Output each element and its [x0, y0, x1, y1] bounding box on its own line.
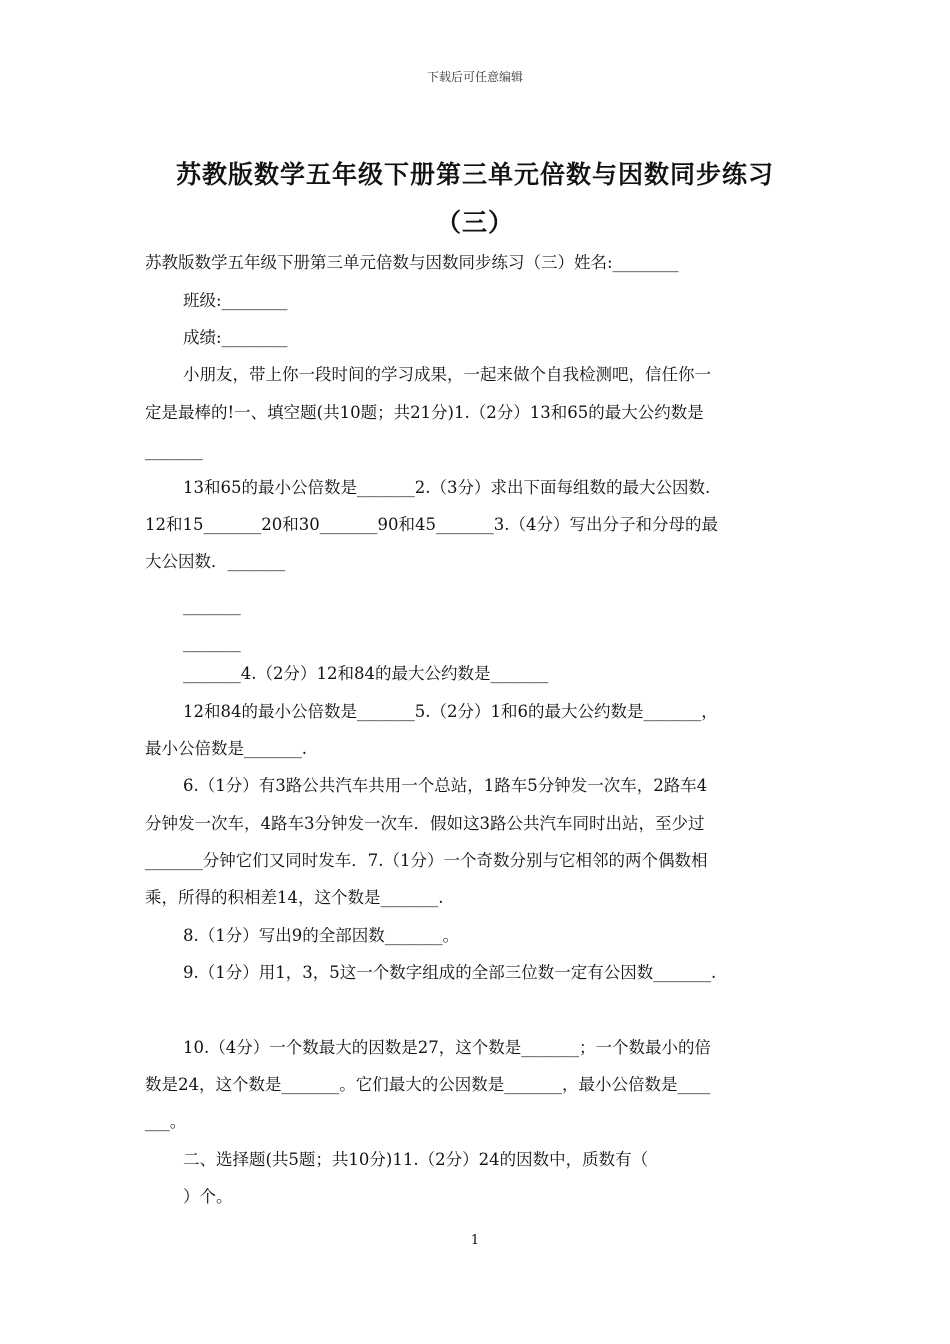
text-line: ）个。	[183, 1187, 233, 1206]
text-line: 定是最棒的!一、填空题(共10题；共21分)1.（2分）13和65的最大公约数是	[145, 403, 704, 422]
page-header: 下载后可任意编辑	[426, 70, 523, 84]
text-line: 小朋友，带上你一段时间的学习成果，一起来做个自我检测吧，信任你一	[183, 365, 711, 384]
text-line: 最小公倍数是_______.	[145, 739, 307, 758]
text-line: _______	[183, 596, 241, 615]
text-line: 12和15_______20和30_______90和45_______3.（4分）写出分子和分母的最	[145, 515, 718, 534]
text-line: ___。	[145, 1112, 187, 1131]
text-line: 8.（1分）写出9的全部因数_______。	[183, 926, 459, 945]
text-line: 大公因数．_______	[145, 552, 286, 571]
text-line: 分钟发一次车，4路车3分钟发一次车．假如这3路公共汽车同时出站，至少过	[145, 814, 705, 833]
text-line: 10.（4分）一个数最大的因数是27，这个数是_______；一个数最小的倍	[183, 1038, 711, 1057]
document-title-suffix: （三）	[435, 208, 514, 237]
text-line: 数是24，这个数是_______。它们最大的公因数是_______，最小公倍数是____	[145, 1075, 711, 1094]
page-number: 1	[470, 1233, 480, 1248]
text-line: 苏教版数学五年级下册第三单元倍数与因数同步练习（三）姓名:________	[145, 253, 679, 272]
text-line: 6.（1分）有3路公共汽车共用一个总站，1路车5分钟发一次车，2路车4	[183, 776, 708, 795]
text-line: _______4.（2分）12和84的最大公约数是_______	[183, 664, 549, 683]
text-line: 成绩:________	[183, 328, 288, 347]
text-line: 乘，所得的积相差14，这个数是_______.	[145, 888, 444, 907]
text-line: 二、选择题(共5题；共10分)11.（2分）24的因数中，质数有（	[183, 1150, 649, 1169]
text-line: _______	[145, 441, 203, 460]
text-line: _______	[183, 633, 241, 652]
text-line: 13和65的最小公倍数是_______2.（3分）求出下面每组数的最大公因数.	[183, 478, 711, 497]
document-title: 苏教版数学五年级下册第三单元倍数与因数同步练习	[175, 160, 774, 189]
text-line: _______分钟它们又同时发车．7.（1分）一个奇数分别与它相邻的两个偶数相	[145, 851, 708, 870]
text-line: 班级:________	[183, 291, 288, 310]
text-line: 12和84的最小公倍数是_______5.（2分）1和6的最大公约数是_______，	[183, 702, 718, 721]
text-line: 9.（1分）用1，3，5这一个数字组成的全部三位数一定有公因数_______.	[183, 963, 717, 982]
